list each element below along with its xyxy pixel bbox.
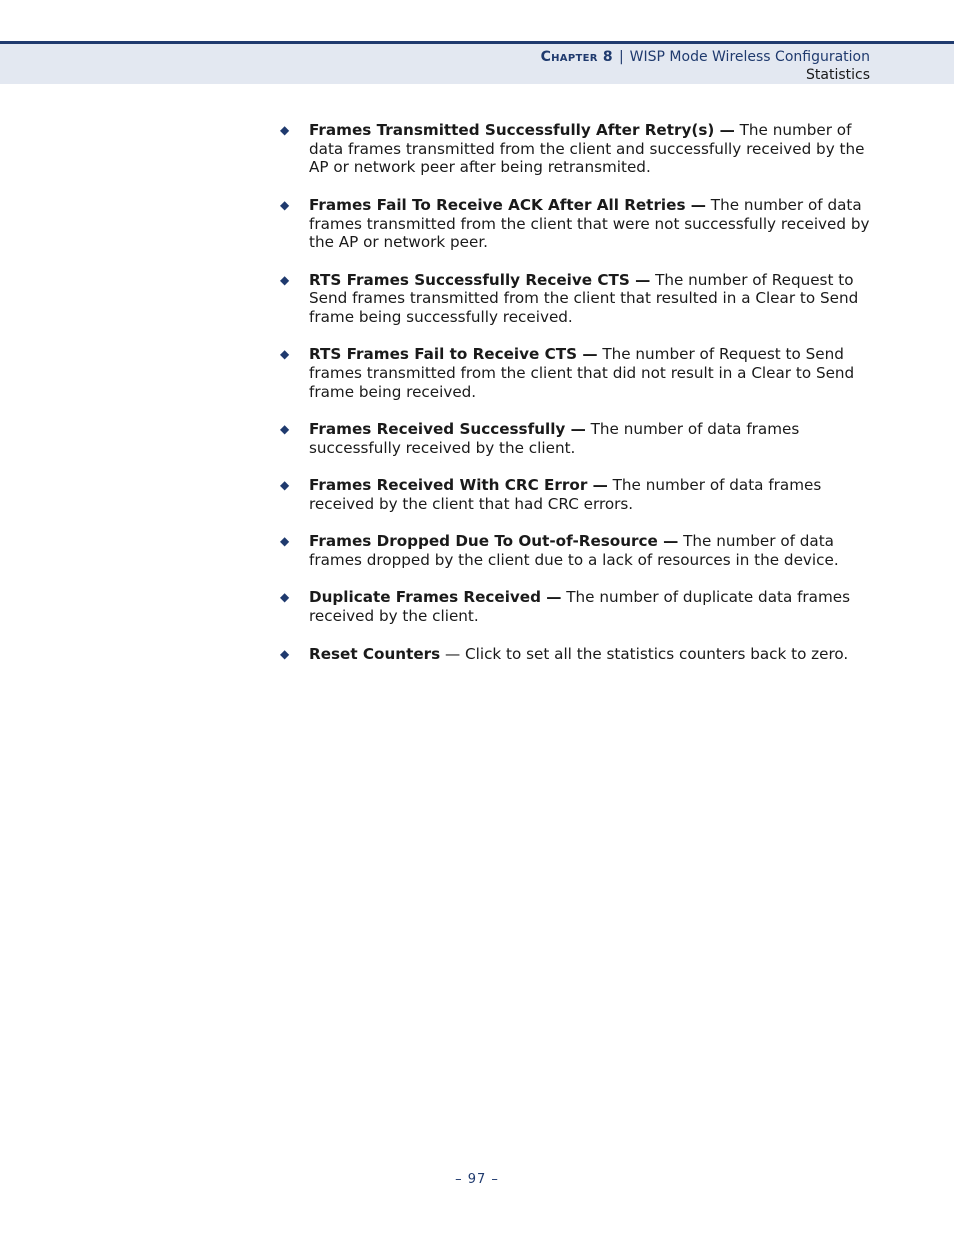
diamond-icon: ◆ <box>280 197 290 212</box>
header-separator: | <box>618 49 624 65</box>
list-item <box>279 588 871 625</box>
item-term: Frames Dropped Due To Out-of-Resource — <box>309 532 679 551</box>
list-item <box>279 532 871 569</box>
list-item <box>279 645 871 664</box>
diamond-icon: ◆ <box>280 478 290 493</box>
item-description: The number of data frames transmitted from the client that were not successfully received by the AP or network peer. <box>309 195 870 252</box>
item-term: Reset Counters <box>309 644 441 663</box>
item-term: Frames Received Successfully — <box>309 420 586 439</box>
item-description: The number of Request to Send frames transmitted from the client that did not result in a Clear to Send frame being received. <box>309 345 855 401</box>
running-header <box>541 48 870 84</box>
chapter-line <box>541 48 870 66</box>
item-term: RTS Frames Fail to Receive CTS — <box>309 345 598 364</box>
item-term: Frames Transmitted Successfully After Retry(s) — <box>309 121 735 139</box>
diamond-icon: ◆ <box>280 534 290 549</box>
item-description: The number of data frames transmitted from the client and successfully received by the AP or network peer after being retransmited. <box>309 121 865 177</box>
diamond-icon: ◆ <box>280 646 290 661</box>
item-description: The number of duplicate data frames received by the client. <box>309 588 851 626</box>
chapter-label: Chapter 8 <box>540 49 613 65</box>
chapter-title: WISP Mode Wireless Configuration <box>629 49 870 65</box>
page-number: – 97 – <box>455 1172 499 1187</box>
item-description: The number of data frames successfully received by the client. <box>309 420 800 457</box>
list-item <box>279 121 871 177</box>
list-item <box>279 345 871 401</box>
item-description: The number of data frames received by the client that had CRC errors. <box>309 476 822 513</box>
diamond-icon: ◆ <box>280 347 290 362</box>
item-term: RTS Frames Successfully Receive CTS — <box>309 270 651 289</box>
item-description: The number of Request to Send frames transmitted from the client that resulted in a Clear to Send frame being successfully received. <box>309 270 859 326</box>
list-item <box>279 420 871 457</box>
item-description: — Click to set all the statistics counters back to zero. <box>440 644 849 663</box>
list-item <box>279 196 871 252</box>
diamond-icon: ◆ <box>280 590 290 605</box>
diamond-icon: ◆ <box>280 123 290 137</box>
item-description: The number of data frames dropped by the client due to a lack of resources in the device. <box>309 532 839 570</box>
section-title: Statistics <box>806 67 870 83</box>
item-term: Frames Fail To Receive ACK After All Retries — <box>309 195 706 214</box>
diamond-icon: ◆ <box>280 272 290 287</box>
list-item <box>279 476 871 513</box>
page-header <box>0 41 954 84</box>
definition-list <box>279 121 871 682</box>
diamond-icon: ◆ <box>280 422 290 437</box>
item-term: Duplicate Frames Received — <box>309 588 562 607</box>
item-term: Frames Received With CRC Error — <box>309 476 608 495</box>
list-item <box>279 271 871 327</box>
